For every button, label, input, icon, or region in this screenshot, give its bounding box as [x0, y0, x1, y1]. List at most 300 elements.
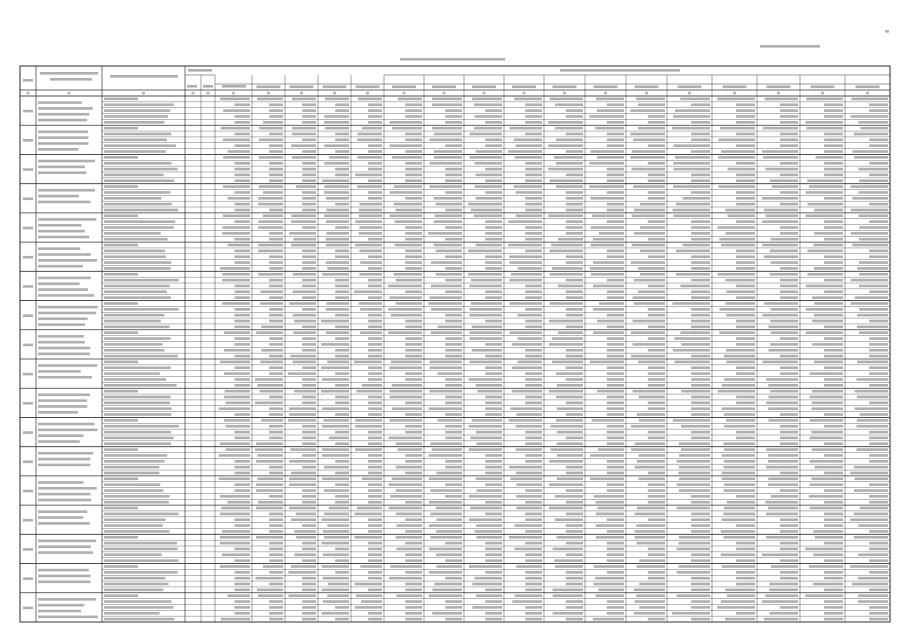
cell-value-placeholder [405, 530, 422, 533]
cell-value-placeholder [405, 542, 422, 545]
cell-value-placeholder [429, 390, 462, 393]
cell-value-placeholder [633, 185, 665, 188]
cell-value-placeholder [405, 372, 422, 375]
cell-value-placeholder [566, 261, 583, 264]
cell-value-placeholder [288, 372, 316, 375]
cell-value-placeholder [355, 220, 382, 223]
cell-value-placeholder [553, 612, 583, 615]
cell-value-placeholder [471, 209, 502, 212]
cell-value-placeholder [362, 478, 382, 481]
cell-value-placeholder [355, 174, 382, 177]
item-name-placeholder [38, 259, 97, 262]
cell-value-placeholder [824, 355, 843, 358]
cell-value-placeholder [368, 179, 382, 182]
cell-value-placeholder [869, 495, 888, 498]
cell-value-placeholder [558, 238, 583, 241]
cell-value-placeholder [824, 226, 843, 229]
cell-value-placeholder [321, 518, 349, 521]
cell-value-placeholder [679, 489, 710, 492]
cell-value-placeholder [302, 501, 316, 504]
cell-value-placeholder [227, 594, 250, 597]
cell-value-placeholder [368, 437, 382, 440]
item-name-placeholder [38, 253, 91, 256]
cell-value-placeholder [485, 402, 502, 405]
cell-value-placeholder [293, 331, 316, 334]
cell-value-placeholder [607, 571, 624, 574]
cell-value-placeholder [607, 542, 624, 545]
cell-value-placeholder [607, 168, 624, 171]
cell-value-placeholder [691, 366, 710, 369]
cell-value-placeholder [648, 238, 665, 241]
cell-value-placeholder [368, 366, 382, 369]
cell-value-placeholder [302, 600, 316, 603]
item-number-placeholder [23, 402, 33, 405]
cell-value-placeholder [557, 442, 583, 445]
title-placeholder [400, 58, 505, 61]
cell-value-placeholder [852, 244, 888, 247]
header-total-placeholder [222, 85, 246, 88]
cell-value-placeholder [869, 454, 888, 457]
cell-value-placeholder [607, 600, 624, 603]
cell-value-placeholder [396, 279, 422, 282]
cell-value-placeholder [525, 162, 542, 165]
cell-value-placeholder [717, 273, 755, 276]
cell-value-placeholder [607, 483, 624, 486]
cell-value-placeholder [598, 448, 624, 451]
cell-value-placeholder [428, 302, 462, 305]
cell-value-placeholder [234, 355, 250, 358]
cell-value-placeholder [679, 536, 710, 539]
cell-value-placeholder [675, 156, 710, 159]
cell-value-placeholder [368, 466, 382, 469]
cell-value-placeholder [302, 524, 316, 527]
cell-value-placeholder [394, 185, 422, 188]
funding-source-placeholder [104, 197, 161, 200]
cell-value-placeholder [869, 144, 888, 147]
item-name-placeholder [38, 160, 95, 163]
cell-value-placeholder [368, 524, 382, 527]
cell-value-placeholder [368, 407, 382, 410]
cell-value-placeholder [869, 320, 888, 323]
header-funding-source-placeholder [110, 75, 178, 78]
cell-value-placeholder [322, 378, 349, 381]
cell-value-placeholder [762, 220, 798, 223]
cell-value-placeholder [780, 267, 798, 270]
cell-value-placeholder [368, 402, 382, 405]
cell-value-placeholder [549, 343, 583, 346]
cell-value-placeholder [634, 302, 665, 305]
cell-value-placeholder [291, 565, 316, 568]
header-program-name-placeholder [50, 78, 92, 81]
cell-value-placeholder [445, 238, 462, 241]
cell-value-placeholder [780, 518, 798, 521]
cell-value-placeholder [359, 209, 382, 212]
cell-value-placeholder [509, 331, 542, 334]
cell-value-placeholder [436, 273, 462, 276]
cell-value-placeholder [329, 437, 349, 440]
cell-value-placeholder [780, 413, 798, 416]
cell-value-placeholder [633, 343, 665, 346]
cell-value-placeholder [514, 139, 542, 142]
cell-value-placeholder [302, 431, 316, 434]
cell-value-placeholder [269, 343, 283, 346]
cell-value-placeholder [302, 168, 316, 171]
header-year-placeholder [512, 86, 536, 89]
cell-value-placeholder [269, 559, 283, 562]
cell-value-placeholder [780, 548, 798, 551]
cell-value-placeholder [269, 314, 283, 317]
cell-value-placeholder [234, 133, 250, 136]
cell-value-placeholder [220, 495, 250, 498]
item-name-placeholder [38, 288, 88, 291]
cell-value-placeholder [566, 191, 583, 194]
cell-value-placeholder [405, 255, 422, 258]
cell-value-placeholder [405, 349, 422, 352]
cell-value-placeholder [593, 238, 624, 241]
funding-source-placeholder [104, 168, 178, 171]
cell-value-placeholder [508, 220, 542, 223]
cell-value-placeholder [607, 144, 624, 147]
cell-value-placeholder [869, 542, 888, 545]
cell-value-placeholder [220, 542, 250, 545]
cell-value-placeholder [859, 273, 888, 276]
cell-value-placeholder [566, 413, 583, 416]
cell-value-placeholder [220, 442, 250, 445]
cell-value-placeholder [632, 150, 665, 153]
cell-value-placeholder [811, 407, 843, 410]
cell-value-placeholder [291, 144, 316, 147]
cell-value-placeholder [485, 226, 502, 229]
cell-value-placeholder [525, 203, 542, 206]
cell-value-placeholder [768, 483, 798, 486]
cell-value-placeholder [256, 442, 283, 445]
cell-value-placeholder [445, 606, 462, 609]
header-year-placeholder [257, 86, 281, 89]
cell-value-placeholder [335, 226, 349, 229]
cell-value-placeholder [855, 296, 888, 299]
cell-value-placeholder [869, 366, 888, 369]
cell-value-placeholder [485, 144, 502, 147]
cell-value-placeholder [396, 489, 422, 492]
cell-value-placeholder [631, 448, 665, 451]
cell-value-placeholder [639, 396, 665, 399]
funding-source-placeholder [104, 314, 164, 317]
cell-value-placeholder [634, 279, 665, 282]
cell-value-placeholder [736, 255, 755, 258]
cell-value-placeholder [405, 226, 422, 229]
cell-value-placeholder [469, 448, 502, 451]
cell-value-placeholder [291, 244, 316, 247]
column-index-placeholder [27, 92, 30, 95]
cell-value-placeholder [598, 589, 624, 592]
cell-value-placeholder [388, 331, 422, 334]
item-name-placeholder [38, 487, 97, 490]
cell-value-placeholder [405, 378, 422, 381]
cell-value-placeholder [445, 279, 462, 282]
cell-value-placeholder [566, 314, 583, 317]
cell-value-placeholder [429, 501, 462, 504]
cell-value-placeholder [607, 290, 624, 293]
cell-value-placeholder [566, 296, 583, 299]
cell-value-placeholder [430, 442, 462, 445]
cell-value-placeholder [234, 314, 250, 317]
cell-value-placeholder [405, 413, 422, 416]
cell-value-placeholder [722, 454, 755, 457]
cell-value-placeholder [805, 215, 843, 218]
cell-value-placeholder [824, 518, 843, 521]
cell-value-placeholder [648, 349, 665, 352]
cell-value-placeholder [429, 548, 462, 551]
cell-value-placeholder [335, 548, 349, 551]
cell-value-placeholder [368, 378, 382, 381]
cell-value-placeholder [322, 612, 349, 615]
cell-value-placeholder [590, 361, 624, 364]
cell-value-placeholder [508, 244, 542, 247]
cell-value-placeholder [869, 402, 888, 405]
cell-value-placeholder [736, 326, 755, 329]
cell-value-placeholder [405, 501, 422, 504]
column-index-placeholder [777, 92, 780, 95]
cell-value-placeholder [368, 618, 382, 621]
funding-source-placeholder [104, 337, 171, 340]
cell-value-placeholder [691, 378, 710, 381]
cell-value-placeholder [851, 232, 888, 235]
cell-value-placeholder [806, 308, 843, 311]
cell-value-placeholder [525, 308, 542, 311]
item-name-placeholder [38, 610, 81, 613]
funding-source-placeholder [104, 273, 138, 276]
cell-value-placeholder [405, 150, 422, 153]
cell-value-placeholder [736, 337, 755, 340]
cell-value-placeholder [258, 244, 283, 247]
cell-value-placeholder [812, 320, 843, 323]
item-name-placeholder [38, 452, 93, 455]
cell-value-placeholder [405, 618, 422, 621]
cell-value-placeholder [554, 156, 583, 159]
cell-value-placeholder [719, 308, 755, 311]
cell-value-placeholder [445, 402, 462, 405]
cell-value-placeholder [691, 238, 710, 241]
cell-value-placeholder [223, 139, 250, 142]
cell-value-placeholder [326, 238, 349, 241]
cell-value-placeholder [824, 337, 843, 340]
cell-value-placeholder [525, 513, 542, 516]
cell-value-placeholder [525, 320, 542, 323]
funding-source-placeholder [104, 372, 160, 375]
funding-source-placeholder [104, 472, 159, 475]
cell-value-placeholder [361, 600, 382, 603]
cell-value-placeholder [335, 314, 349, 317]
cell-value-placeholder [269, 606, 283, 609]
cell-value-placeholder [858, 191, 888, 194]
cell-value-placeholder [595, 127, 624, 130]
cell-value-placeholder [289, 302, 316, 305]
cell-value-placeholder [607, 255, 624, 258]
cell-value-placeholder [592, 419, 624, 422]
cell-value-placeholder [852, 583, 888, 586]
cell-value-placeholder [368, 238, 382, 241]
cell-value-placeholder [769, 589, 798, 592]
cell-value-placeholder [678, 565, 710, 568]
cell-value-placeholder [322, 454, 349, 457]
cell-value-placeholder [405, 606, 422, 609]
cell-value-placeholder [824, 577, 843, 580]
cell-value-placeholder [357, 139, 382, 142]
cell-value-placeholder [736, 583, 755, 586]
cell-value-placeholder [859, 238, 888, 241]
item-name-placeholder [38, 393, 90, 396]
cell-value-placeholder [736, 133, 755, 136]
cell-value-placeholder [234, 600, 250, 603]
cell-value-placeholder [445, 618, 462, 621]
cell-value-placeholder [765, 98, 798, 101]
column-index-placeholder [443, 92, 446, 95]
cell-value-placeholder [485, 220, 502, 223]
cell-value-placeholder [405, 571, 422, 574]
cell-value-placeholder [851, 209, 888, 212]
cell-value-placeholder [691, 355, 710, 358]
cell-value-placeholder [607, 606, 624, 609]
cell-value-placeholder [405, 168, 422, 171]
cell-value-placeholder [824, 109, 843, 112]
cell-value-placeholder [770, 583, 798, 586]
cell-value-placeholder [518, 361, 542, 364]
cell-value-placeholder [302, 296, 316, 299]
cell-value-placeholder [596, 98, 624, 101]
cell-value-placeholder [436, 203, 462, 206]
item-number-placeholder [23, 490, 33, 493]
funding-source-placeholder [104, 571, 178, 574]
cell-value-placeholder [648, 483, 665, 486]
cell-value-placeholder [723, 489, 755, 492]
cell-value-placeholder [764, 209, 798, 212]
item-number-placeholder [23, 314, 33, 317]
funding-source-placeholder [104, 302, 138, 305]
cell-value-placeholder [293, 273, 316, 276]
cell-value-placeholder [405, 174, 422, 177]
cell-value-placeholder [222, 553, 250, 556]
item-name-placeholder [38, 218, 96, 221]
cell-value-placeholder [269, 355, 283, 358]
funding-source-placeholder [104, 290, 167, 293]
cell-value-placeholder [263, 565, 283, 568]
funding-source-placeholder [104, 355, 178, 358]
cell-value-placeholder [335, 349, 349, 352]
column-index-placeholder [821, 92, 824, 95]
cell-value-placeholder [780, 571, 798, 574]
cell-value-placeholder [445, 109, 462, 112]
cell-value-placeholder [736, 261, 755, 264]
cell-value-placeholder [302, 162, 316, 165]
cell-value-placeholder [474, 103, 502, 106]
cell-value-placeholder [525, 501, 542, 504]
cell-value-placeholder [234, 577, 250, 580]
cell-value-placeholder [396, 302, 422, 305]
cell-value-placeholder [683, 244, 710, 247]
cell-value-placeholder [824, 606, 843, 609]
cell-value-placeholder [726, 361, 755, 364]
cell-value-placeholder [269, 296, 283, 299]
cell-value-placeholder [596, 524, 624, 527]
cell-value-placeholder [405, 454, 422, 457]
cell-value-placeholder [335, 396, 349, 399]
cell-value-placeholder [429, 361, 462, 364]
cell-value-placeholder [607, 378, 624, 381]
cell-value-placeholder [813, 530, 843, 533]
cell-value-placeholder [324, 162, 349, 165]
cell-value-placeholder [226, 448, 250, 451]
cell-value-placeholder [269, 255, 283, 258]
cell-value-placeholder [368, 191, 382, 194]
cell-value-placeholder [724, 425, 755, 428]
cell-value-placeholder [717, 226, 755, 229]
cell-value-placeholder [234, 472, 250, 475]
cell-value-placeholder [296, 536, 316, 539]
cell-value-placeholder [269, 144, 283, 147]
funding-source-placeholder [104, 524, 163, 527]
cell-value-placeholder [220, 536, 250, 539]
cell-value-placeholder [824, 174, 843, 177]
cell-value-placeholder [356, 594, 382, 597]
cell-value-placeholder [780, 442, 798, 445]
cell-value-placeholder [566, 109, 583, 112]
cell-value-placeholder [824, 261, 843, 264]
cell-value-placeholder [721, 553, 755, 556]
cell-value-placeholder [824, 384, 843, 387]
cell-value-placeholder [596, 513, 624, 516]
cell-value-placeholder [472, 98, 502, 101]
cell-value-placeholder [691, 583, 710, 586]
cell-value-placeholder [824, 454, 843, 457]
cell-value-placeholder [824, 139, 843, 142]
cell-value-placeholder [269, 285, 283, 288]
cell-value-placeholder [391, 314, 422, 317]
cell-value-placeholder [780, 115, 798, 118]
cell-value-placeholder [648, 255, 665, 258]
cell-value-placeholder [806, 285, 843, 288]
cell-value-placeholder [291, 472, 316, 475]
cell-value-placeholder [736, 548, 755, 551]
cell-value-placeholder [445, 542, 462, 545]
cell-value-placeholder [469, 314, 502, 317]
cell-value-placeholder [765, 215, 798, 218]
cell-value-placeholder [322, 407, 349, 410]
cell-value-placeholder [780, 559, 798, 562]
item-name-placeholder [38, 171, 86, 174]
cell-value-placeholder [291, 220, 316, 223]
cell-value-placeholder [858, 594, 888, 597]
cell-value-placeholder [322, 179, 349, 182]
cell-value-placeholder [607, 139, 624, 142]
funding-source-placeholder [104, 501, 169, 504]
cell-value-placeholder [405, 250, 422, 253]
cell-value-placeholder [555, 127, 583, 130]
cell-value-placeholder [429, 454, 462, 457]
cell-value-placeholder [485, 191, 502, 194]
item-number-placeholder [23, 285, 33, 288]
cell-value-placeholder [607, 326, 624, 329]
cell-value-placeholder [396, 442, 422, 445]
cell-value-placeholder [678, 542, 710, 545]
cell-value-placeholder [566, 402, 583, 405]
cell-value-placeholder [324, 215, 349, 218]
cell-value-placeholder [469, 331, 502, 334]
funding-source-placeholder [104, 460, 165, 463]
cell-value-placeholder [234, 337, 250, 340]
cell-value-placeholder [630, 156, 665, 159]
cell-value-placeholder [321, 320, 349, 323]
cell-value-placeholder [869, 255, 888, 258]
